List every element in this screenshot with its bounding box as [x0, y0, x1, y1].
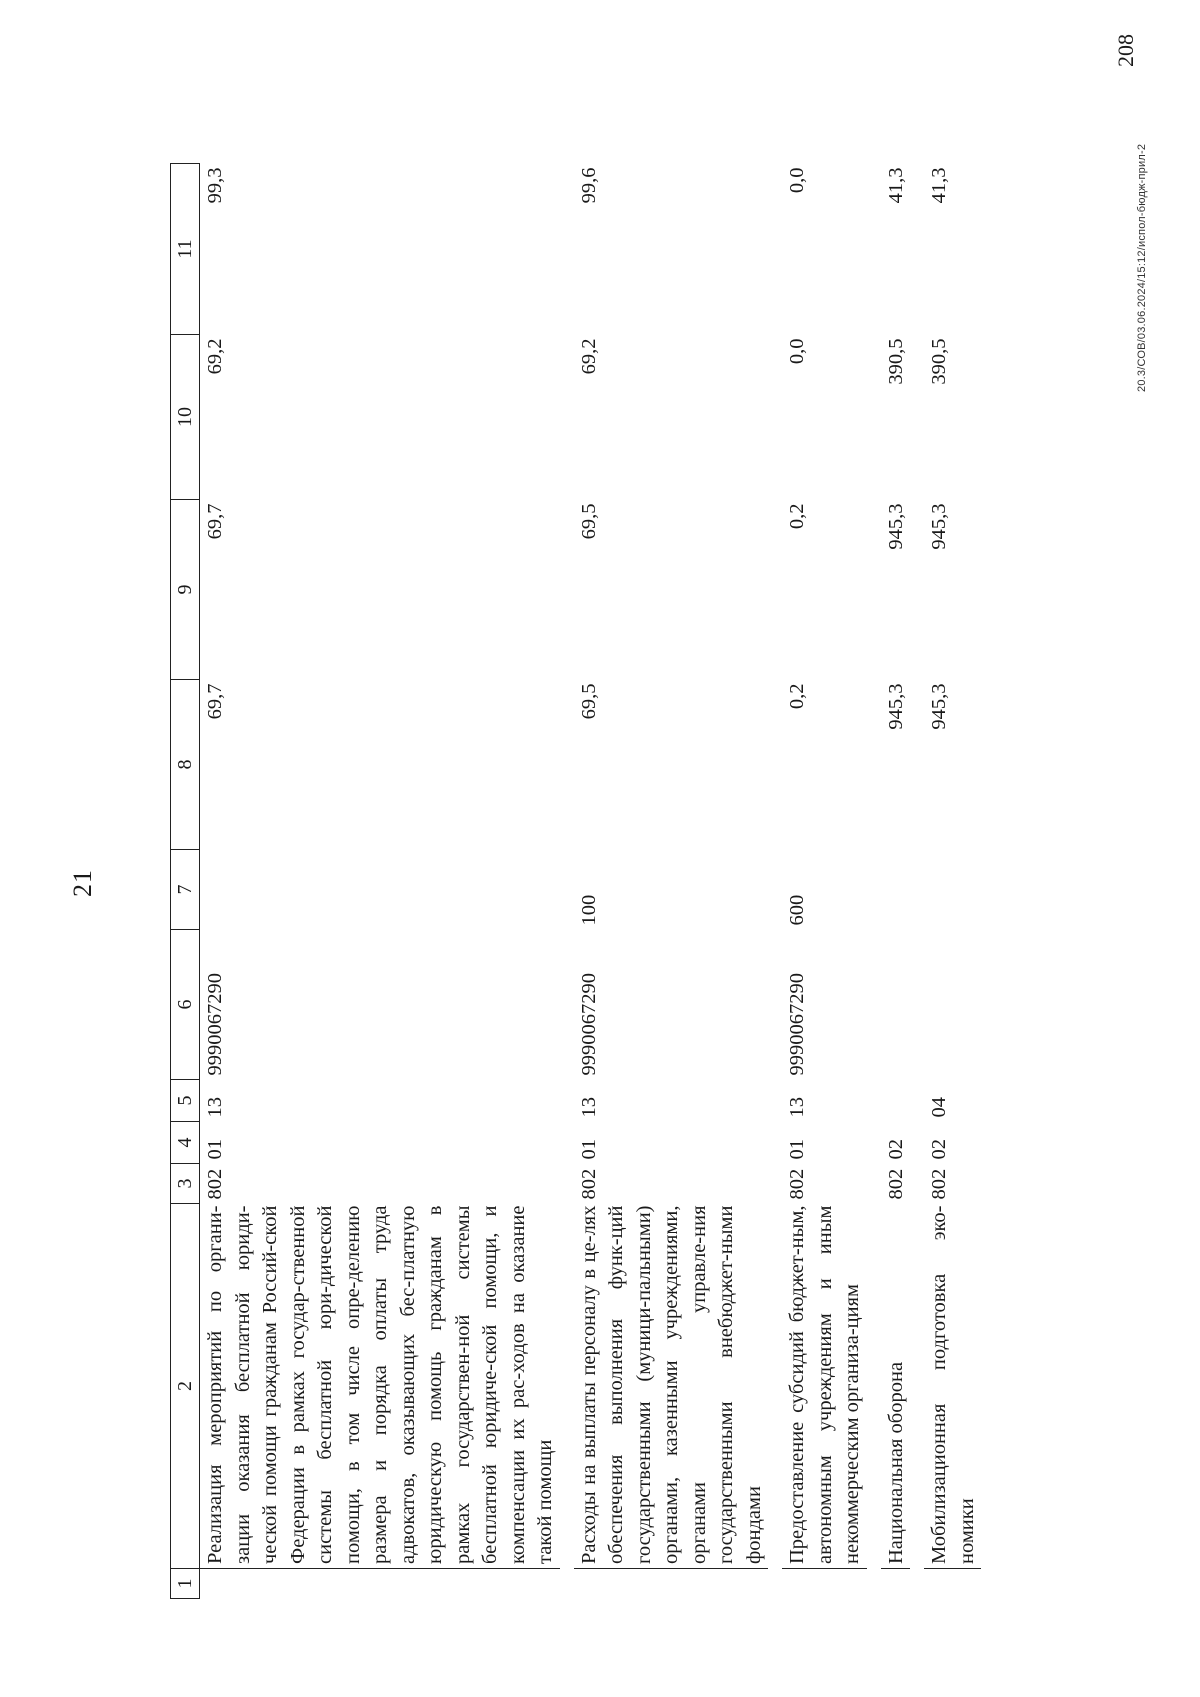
row-target-article: 9990067290 [204, 973, 226, 1076]
row-subsection [881, 1080, 911, 1122]
row-name: Предоставление субсидий бюджет-ным, автономным учреждениям и иным некоммерческим организа-циям [782, 1204, 867, 1569]
row-grbs: 802 [577, 1168, 600, 1200]
table-row [574, 164, 769, 1599]
row-empty-cell [574, 1569, 769, 1599]
row-target-article [881, 930, 911, 1080]
row-empty-cell [924, 1569, 981, 1599]
row-target-article: 9990067290 [577, 973, 600, 1076]
budget-table [170, 163, 981, 1599]
row-name: Реализация мероприятий по органи-зации оказания бесплатной юриди-ческой помощи гражданам Россий-ской Федерации в рамках государ-ственной системы бесплатной юри-дической помощи, в том числе опре-делению размера и порядка оплаты труда адвокатов, оказывающих бес-платную юридическую помощь гражданам в рамках государствен-ной системы бесплатной юридиче-ской помощи, и компенсации их рас-ходов на оказание такой помощи [200, 1204, 560, 1569]
row-subsection: 13 [204, 1097, 226, 1118]
column-header-2: 2 [171, 1204, 200, 1569]
table-row [200, 164, 560, 1599]
row-subsection: 13 [577, 1097, 600, 1118]
page-number: 21 [68, 869, 97, 897]
row-expense-type [881, 850, 911, 930]
row-target-article [924, 930, 981, 1080]
row-value-9: 945,3 [884, 503, 907, 550]
row-value-10: 390,5 [928, 338, 950, 385]
row-subsection: 04 [928, 1097, 950, 1118]
row-value-10: 0,0 [786, 338, 808, 365]
row-section: 02 [884, 1139, 907, 1160]
row-value-8: 945,3 [884, 683, 907, 730]
row-empty-cell [200, 1569, 560, 1599]
table-row [881, 164, 911, 1599]
column-header-5: 5 [171, 1080, 200, 1122]
row-name: Расходы на выплаты персоналу в це-лях обеспечения выполнения функ-ций государственными (муници-пальными) органами, казенными учреждениями, органами управле-ния государственными внебюджет-ными фондами [574, 1204, 769, 1569]
row-value-10: 390,5 [884, 338, 907, 385]
row-empty-cell [881, 1569, 911, 1599]
column-header-11: 11 [171, 164, 200, 335]
row-grbs: 802 [786, 1168, 808, 1200]
header-row [171, 164, 200, 1599]
row-grbs: 802 [928, 1168, 950, 1200]
table-row [924, 164, 981, 1599]
column-header-6: 6 [171, 930, 200, 1080]
row-expense-type [200, 850, 560, 930]
row-value-9: 69,5 [577, 503, 600, 540]
column-header-4: 4 [171, 1122, 200, 1164]
column-header-7: 7 [171, 850, 200, 930]
row-expense-type: 600 [786, 894, 808, 926]
row-value-10: 69,2 [204, 338, 226, 375]
column-header-8: 8 [171, 680, 200, 850]
row-target-article: 9990067290 [786, 973, 808, 1076]
row-value-11: 99,6 [577, 167, 600, 204]
row-value-11: 41,3 [928, 167, 950, 204]
row-expense-type [924, 850, 981, 930]
row-name: Мобилизационная подготовка эко-номики [924, 1204, 981, 1569]
column-header-9: 9 [171, 500, 200, 680]
column-header-1: 1 [171, 1569, 200, 1599]
row-section: 02 [928, 1139, 950, 1160]
row-grbs: 802 [204, 1168, 226, 1200]
row-section: 01 [204, 1139, 226, 1160]
row-value-8: 945,3 [928, 683, 950, 730]
table-row [782, 164, 867, 1599]
sheet-number: 208 [1113, 34, 1138, 67]
row-value-9: 69,7 [204, 503, 226, 540]
column-header-3: 3 [171, 1164, 200, 1204]
row-value-8: 0,2 [786, 683, 808, 710]
footer-document-code: 20.3/СОВ/03.06.2024/15:12/испол-бюдж-прил-2 [1136, 143, 1148, 392]
row-section: 01 [786, 1139, 808, 1160]
row-value-8: 69,5 [577, 683, 600, 720]
row-value-9: 945,3 [928, 503, 950, 550]
row-expense-type: 100 [577, 894, 600, 926]
row-empty-cell [782, 1569, 867, 1599]
row-value-8: 69,7 [204, 683, 226, 720]
row-value-11: 41,3 [884, 167, 907, 204]
row-value-11: 0,0 [786, 167, 808, 194]
row-section: 01 [577, 1139, 600, 1160]
row-value-9: 0,2 [786, 503, 808, 530]
column-header-10: 10 [171, 335, 200, 500]
row-name: Национальная оборона [881, 1204, 911, 1569]
row-value-11: 99,3 [204, 167, 226, 204]
row-value-10: 69,2 [577, 338, 600, 375]
row-grbs: 802 [884, 1168, 907, 1200]
row-subsection: 13 [786, 1097, 808, 1118]
